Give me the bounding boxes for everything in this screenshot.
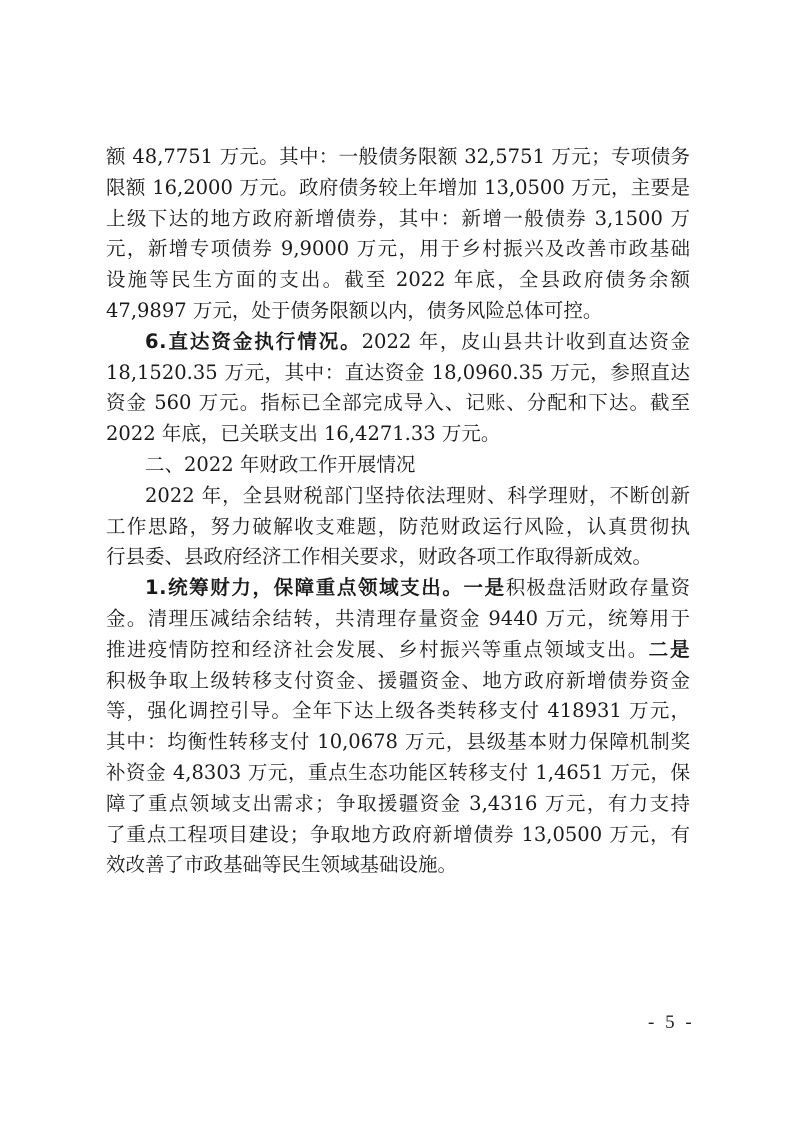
text-run: 2022 年，皮山县共计收到直达资金 — [361, 329, 690, 353]
bold-marker: 二是 — [648, 637, 690, 661]
paragraph-overview — [106, 481, 690, 573]
text-line: 其中：均衡性转移支付 10,0678 万元，县级基本财力保障机制奖 — [106, 730, 690, 754]
section-heading: 二、2022 年财政工作开展情况 — [145, 452, 416, 476]
text-line: 工作思路，努力破解收支难题，防范财政运行风险，认真贯彻执 — [106, 514, 690, 538]
text-line: 2022 年，全县财税部门坚持依法理财、科学理财，不断创新 — [145, 483, 690, 507]
paragraph-debt-limit — [106, 142, 690, 327]
text-line: 行县委、县政府经济工作相关要求，财政各项工作取得新成效。 — [106, 545, 653, 569]
text-line: 18,1520.35 万元，其中：直达资金 18,0960.35 万元，参照直达 — [106, 360, 690, 384]
text-line — [106, 327, 690, 358]
paragraph-direct-funds — [106, 327, 690, 450]
text-run: 积极盘活财政存量资 — [505, 576, 690, 600]
text-line: 限额 16,2000 万元。政府债务较上年增加 13,0500 万元，主要是 — [106, 175, 690, 199]
text-line: 上级下达的地方政府新增债券，其中：新增一般债券 3,1500 万 — [106, 206, 690, 230]
text-line: 补资金 4,8303 万元，重点生态功能区转移支付 1,4651 万元，保 — [106, 760, 690, 784]
text-line: 效改善了市政基础等民生领域基础设施。 — [106, 853, 458, 877]
bold-subheading: 6.直达资金执行情况。 — [145, 329, 362, 353]
text-line — [106, 573, 690, 604]
text-line: 47,9897 万元，处于债务限额以内，债务风险总体可控。 — [106, 298, 603, 322]
bold-subheading: 1.统筹财力，保障重点领域支出。一是 — [145, 576, 506, 600]
text-line: 2022 年底，已关联支出 16,4271.33 万元。 — [106, 422, 501, 446]
text-line: 额 48,7751 万元。其中：一般债务限额 32,5751 万元；专项债务 — [106, 145, 690, 168]
text-line: 障了重点领域支出需求；争取援疆资金 3,4316 万元，有力支持 — [106, 791, 690, 815]
paragraph-fiscal-coordination — [106, 573, 690, 881]
text-line: 金。清理压减结余结转，共清理存量资金 9440 万元，统筹用于 — [106, 606, 690, 630]
text-line: 积极争取上级转移支付资金、援疆资金、地方政府新增债券资金 — [106, 668, 690, 692]
text-line: 元，新增专项债券 9,9000 万元，用于乡村振兴及改善市政基础 — [106, 237, 690, 261]
text-line: 等，强化调控引导。全年下达上级各类转移支付 418931 万元， — [106, 699, 690, 723]
text-line — [106, 635, 690, 666]
text-line: 资金 560 万元。指标已全部完成导入、记账、分配和下达。截至 — [106, 391, 690, 415]
body-text — [106, 142, 690, 881]
page-number: - 5 - — [648, 1012, 695, 1033]
text-run: 推进疫情防控和经济社会发展、乡村振兴等重点领域支出。 — [106, 637, 649, 661]
text-line: 设施等民生方面的支出。截至 2022 年底，全县政府债务余额 — [106, 268, 690, 292]
text-line: 了重点工程项目建设；争取地方政府新增债券 13,0500 万元，有 — [106, 822, 690, 846]
